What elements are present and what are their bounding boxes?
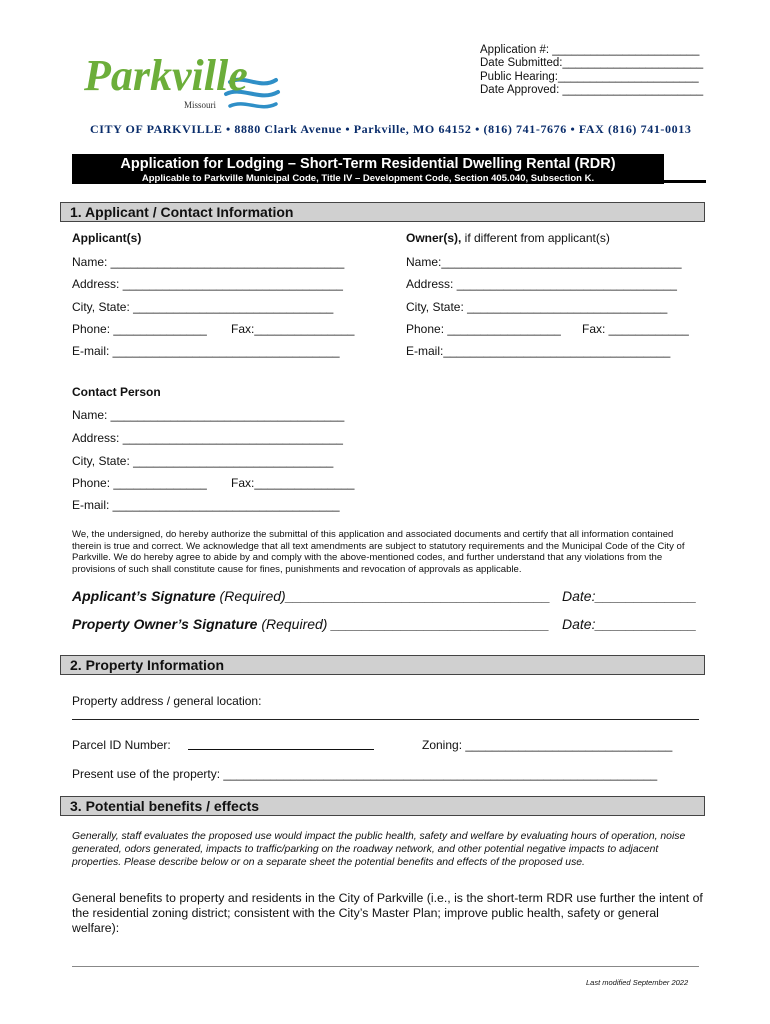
section-1-header: 1. Applicant / Contact Information bbox=[60, 202, 705, 222]
application-number-field[interactable]: Application #: _______________________ bbox=[480, 44, 700, 56]
owner-heading: Owner(s), if different from applicant(s) bbox=[406, 231, 610, 245]
title-bar-tail bbox=[664, 180, 706, 183]
owner-signature-line[interactable]: Property Owner’s Signature (Required) ____________________________ bbox=[72, 616, 550, 632]
general-benefits-prompt: General benefits to property and residents in the City of Parkville (i.e., is the short-term RDR use further the intent of the residential zoning district; consistent with the City’s Master Plan; improve public health, safety or general welfare): bbox=[72, 891, 703, 935]
applicant-heading: Applicant(s) bbox=[72, 231, 142, 245]
contact-city-state-field[interactable]: City, State: ______________________________ bbox=[72, 454, 334, 468]
applicant-signature-date[interactable]: Date:_____________ bbox=[562, 588, 697, 604]
benefits-intro: Generally, staff evaluates the proposed use would impact the public health, safety and welfare by evaluating hours of operation, noise generated, odors generated, impacts to traffic/parking on the roadway network, and other potential negative impacts to adjacent properties. Please describe below or on a separate sheet the potential benefits and effects of the proposed use. bbox=[72, 831, 686, 868]
last-modified-note: Last modified September 2022 bbox=[586, 978, 689, 987]
property-address-line[interactable] bbox=[72, 719, 699, 720]
applicant-fax-field[interactable]: Fax:_______________ bbox=[231, 322, 355, 336]
contact-fax-field[interactable]: Fax:_______________ bbox=[231, 476, 355, 490]
form-title: Application for Lodging – Short-Term Residential Dwelling Rental (RDR) bbox=[120, 156, 616, 172]
applicant-name-field[interactable]: Name: ___________________________________ bbox=[72, 255, 345, 269]
contact-address-field[interactable]: Address: _________________________________ bbox=[72, 431, 343, 445]
present-use-field[interactable]: Present use of the property: _________________________________________________________________ bbox=[72, 767, 658, 781]
contact-person-heading: Contact Person bbox=[72, 385, 161, 399]
section-3-header: 3. Potential benefits / effects bbox=[60, 796, 705, 816]
owner-email-field[interactable]: E-mail:__________________________________ bbox=[406, 344, 671, 358]
applicant-phone-field[interactable]: Phone: ______________ bbox=[72, 322, 207, 336]
office-use-box bbox=[480, 44, 703, 97]
owner-phone-field[interactable]: Phone: _________________ bbox=[406, 322, 561, 336]
contact-name-field[interactable]: Name: ___________________________________ bbox=[72, 408, 345, 422]
form-subtitle: Applicable to Parkville Municipal Code, Title IV – Development Code, Section 405.040, Subsection K. bbox=[141, 173, 595, 184]
applicant-address-field[interactable]: Address: _________________________________ bbox=[72, 277, 343, 291]
applicant-signature-line[interactable]: Applicant’s Signature (Required)__________________________________ bbox=[72, 588, 551, 604]
parcel-id-label: Parcel ID Number: bbox=[72, 738, 171, 752]
parcel-id-field[interactable] bbox=[188, 749, 374, 750]
city-address-line: CITY OF PARKVILLE • 8880 Clark Avenue • Parkville, MO 64152 • (816) 741-7676 • FAX (816) 741-0013 bbox=[90, 122, 692, 136]
certification-statement: We, the undersigned, do hereby authorize the submittal of this application and associated documents and certify that all information contained therein is true and correct. We acknowledge that all text amendments are subject to statutory requirements and the Municipal Code of the City of Parkville. We do hereby agree to abide by and comply with the above-mentioned codes, and further understand that any violations from the provisions of such shall constitute cause for fines, punishments and revocation of approvals as applicable. bbox=[72, 529, 685, 575]
zoning-field[interactable]: Zoning: _______________________________ bbox=[422, 738, 673, 752]
title-bar bbox=[72, 154, 664, 184]
contact-phone-field[interactable]: Phone: ______________ bbox=[72, 476, 207, 490]
owner-address-field[interactable]: Address: _________________________________ bbox=[406, 277, 677, 291]
public-hearing-field[interactable]: Public Hearing:______________________ bbox=[480, 70, 699, 83]
applicant-city-state-field[interactable]: City, State: ______________________________ bbox=[72, 300, 334, 314]
date-submitted-field[interactable]: Date Submitted:______________________ bbox=[480, 57, 704, 70]
date-approved-field[interactable]: Date Approved: ______________________ bbox=[480, 83, 704, 96]
parkville-logo bbox=[80, 44, 290, 116]
owner-signature-date[interactable]: Date:_____________ bbox=[562, 616, 697, 632]
section-2-header: 2. Property Information bbox=[60, 655, 705, 675]
contact-email-field[interactable]: E-mail: __________________________________ bbox=[72, 498, 340, 512]
owner-name-field[interactable]: Name:____________________________________ bbox=[406, 255, 682, 269]
svg-text:Parkville: Parkville bbox=[84, 51, 248, 100]
owner-city-state-field[interactable]: City, State: ______________________________ bbox=[406, 300, 668, 314]
svg-text:Missouri: Missouri bbox=[184, 100, 217, 110]
property-address-label: Property address / general location: bbox=[72, 694, 262, 708]
applicant-email-field[interactable]: E-mail: __________________________________ bbox=[72, 344, 340, 358]
owner-fax-field[interactable]: Fax: ____________ bbox=[582, 322, 689, 336]
footer-divider bbox=[72, 966, 699, 967]
